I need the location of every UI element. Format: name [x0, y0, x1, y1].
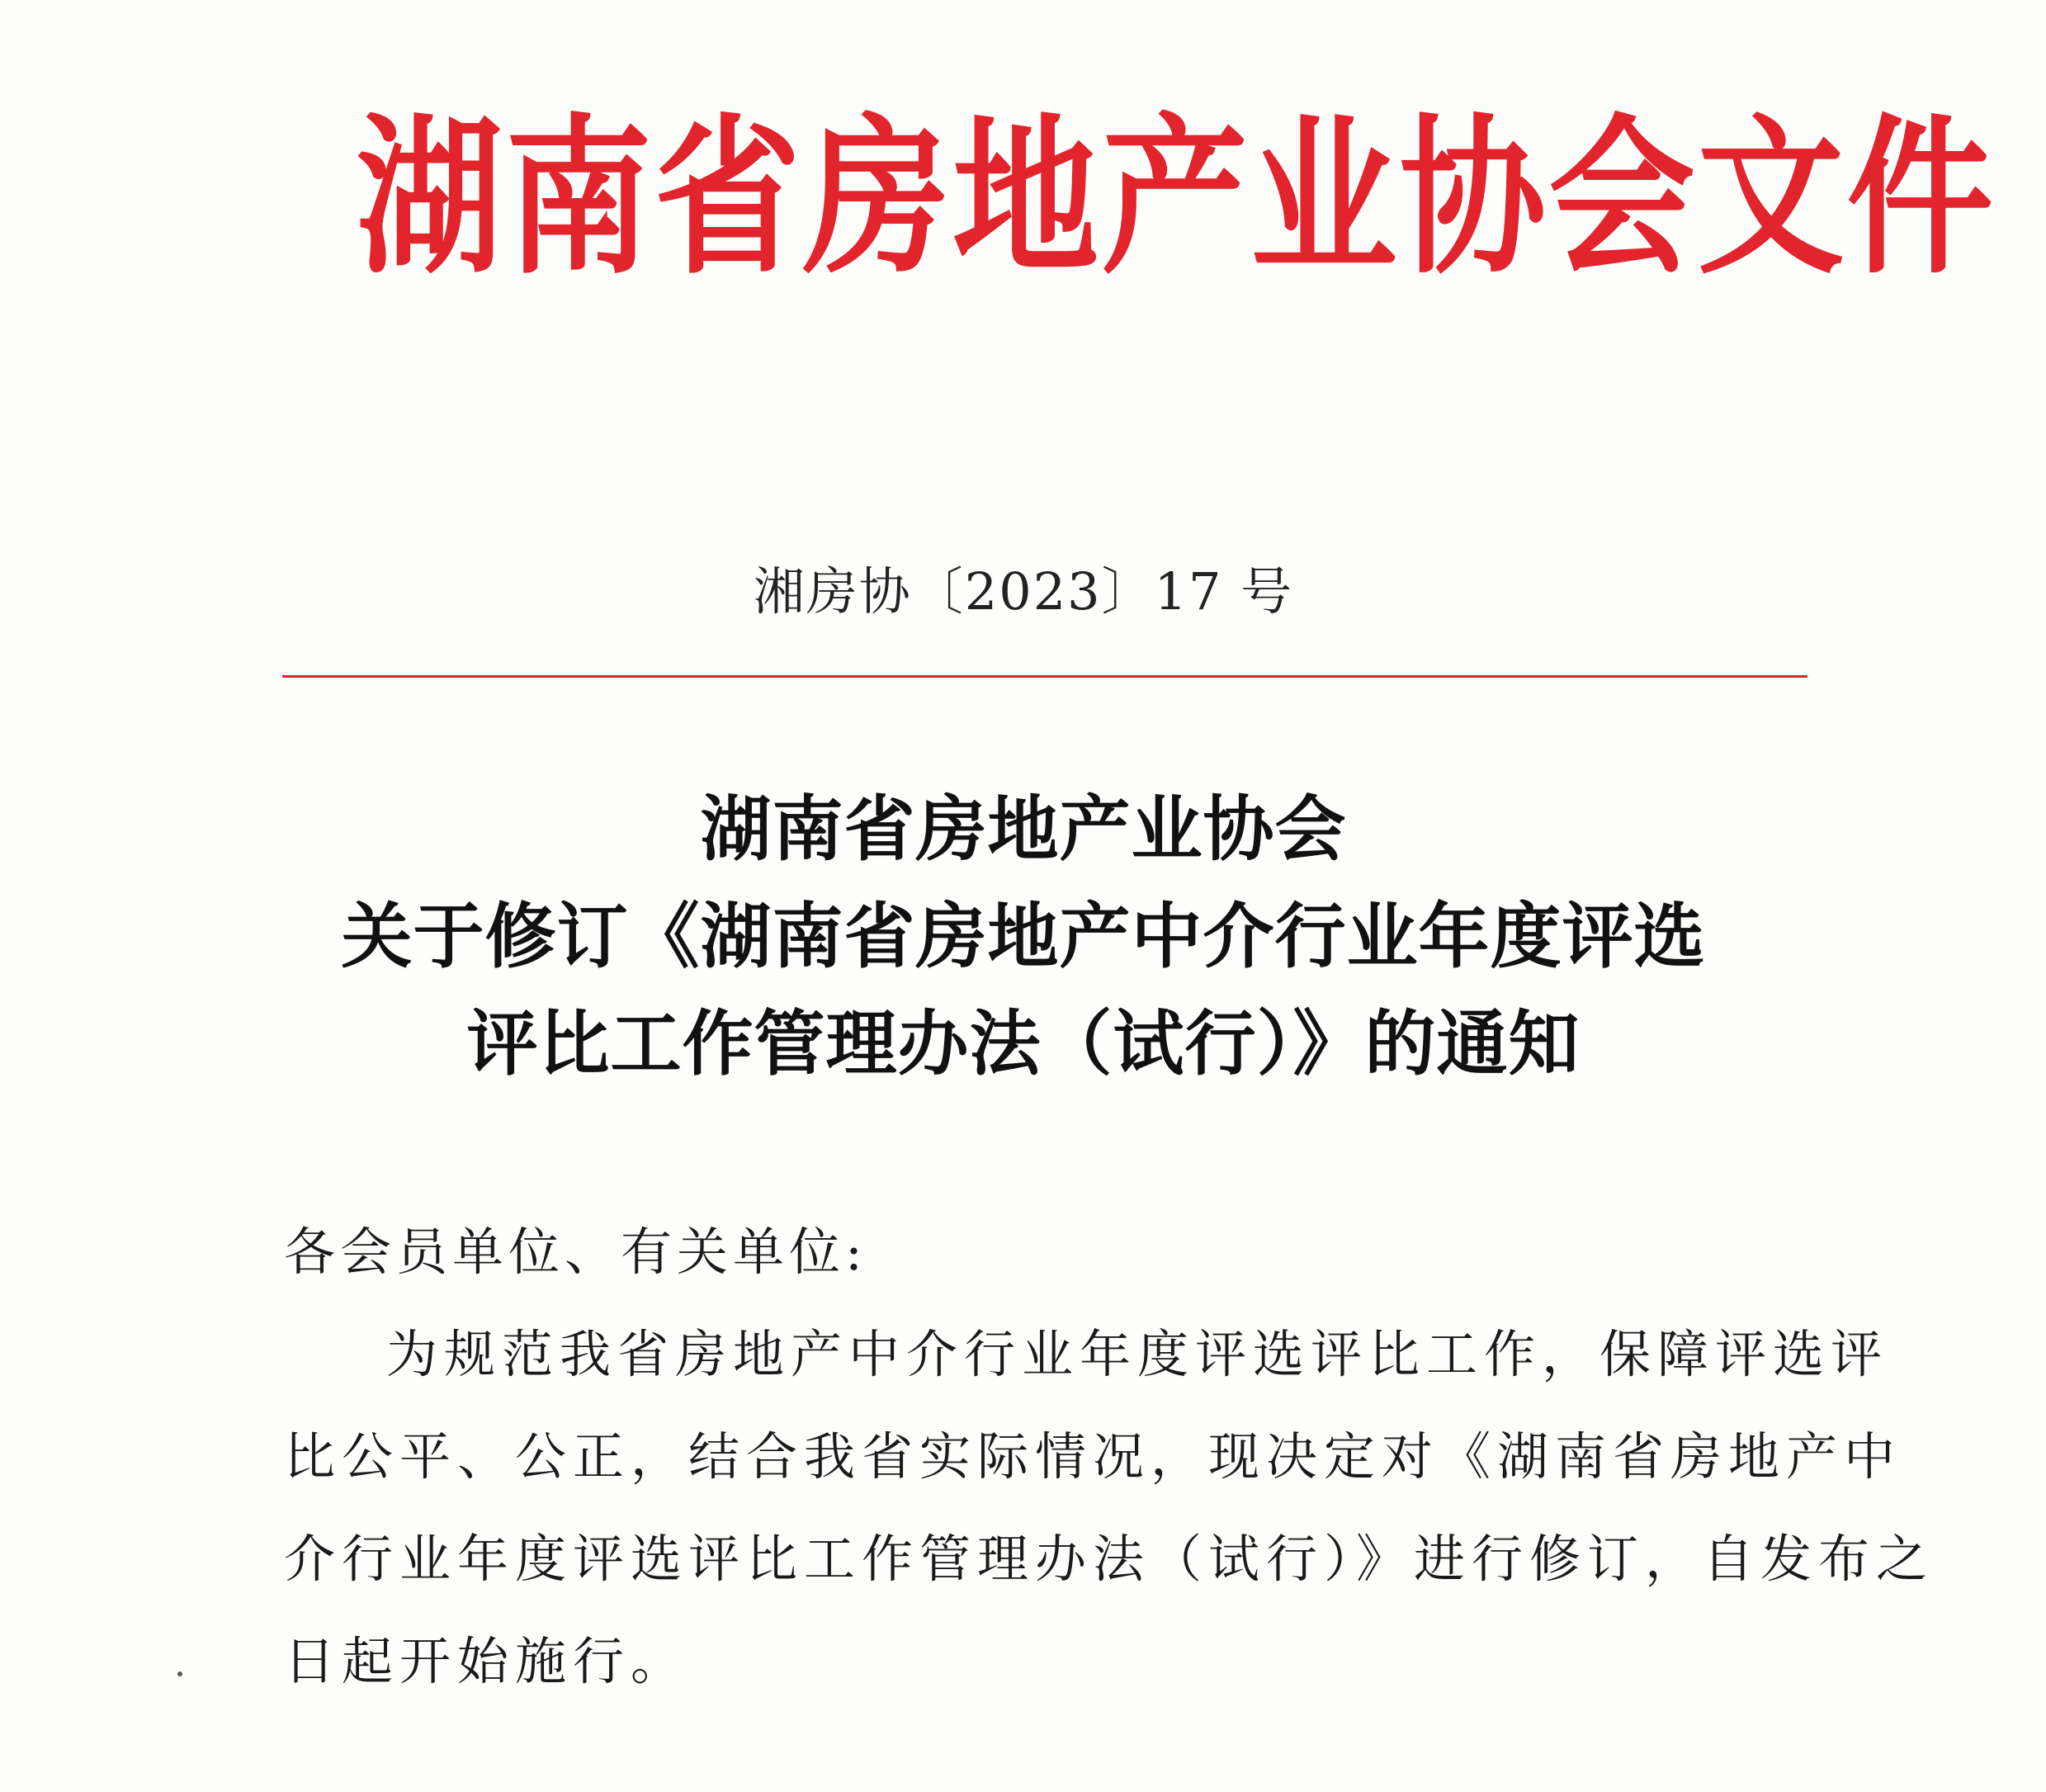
title-line-2: 关于修订《湖南省房地产中介行业年度评选	[341, 896, 1706, 978]
notice-body	[284, 1201, 1935, 1713]
document-number: 湘房协〔2023〕17 号	[753, 561, 1294, 622]
masthead-title: 湖南省房地产业协会文件	[356, 99, 1996, 297]
scan-speck	[177, 1671, 182, 1676]
paragraph-line-3: 介行业年度评选评比工作管理办法（试行）》进行修订，自发布之	[284, 1529, 1935, 1589]
paragraph-line-1: 为规范我省房地产中介行业年度评选评比工作，保障评选评	[386, 1324, 1889, 1384]
paragraph-line-4: 日起开始施行。	[284, 1631, 689, 1691]
title-line-1: 湖南省房地产业协会	[700, 788, 1347, 871]
salutation: 各会员单位、有关单位:	[284, 1222, 867, 1282]
notice-title	[248, 776, 1799, 1098]
paragraph-line-2: 比公平、公正，结合我省实际情况，现决定对《湖南省房地产中	[284, 1426, 1902, 1487]
title-line-3: 评比工作管理办法（试行）》的通知	[466, 1003, 1581, 1085]
red-divider-rule	[282, 675, 1807, 678]
